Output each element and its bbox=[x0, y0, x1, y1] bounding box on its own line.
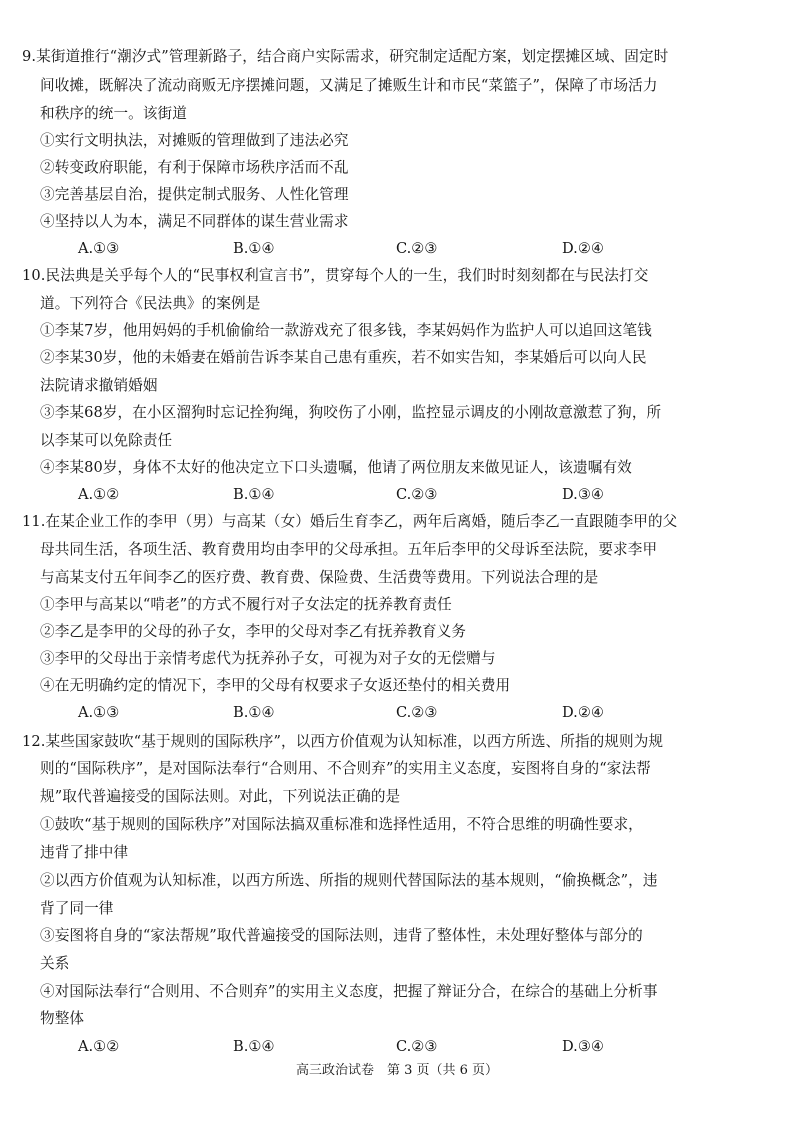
question-12-statement-3-line-2: 关系 bbox=[40, 955, 70, 972]
page-footer: 高三政治试卷 第 3 页（共 6 页） bbox=[295, 1063, 499, 1078]
question-12-option-c: C.②③ bbox=[396, 1038, 438, 1055]
question-11-stem-line-3: 与高某支付五年间李乙的医疗费、教育费、保险费、生活费等费用。下列说法合理的是 bbox=[40, 569, 599, 586]
question-9-option-a: A.①③ bbox=[78, 240, 120, 257]
question-11-statement-2: ②李乙是李甲的父母的孙子女，李甲的父母对李乙有抚养教育义务 bbox=[40, 623, 467, 640]
question-10-statement-1: ①李某7岁，他用妈妈的手机偷偷给一款游戏充了很多钱，李某妈妈作为监护人可以追回这笔钱 bbox=[40, 322, 652, 339]
question-9-option-c: C.②③ bbox=[396, 240, 438, 257]
question-12-statement-2-line-2: 背了同一律 bbox=[40, 900, 114, 917]
question-10-option-a: A.①② bbox=[78, 486, 120, 503]
question-9-stem-line-1: 9.某街道推行“潮汐式”管理新路子，结合商户实际需求，研究制定适配方案，划定摆摊区域、固定时 bbox=[22, 48, 669, 65]
question-12-option-a: A.①② bbox=[78, 1038, 120, 1055]
question-12-statement-1-line-1: ①鼓吹“基于规则的国际秩序”对国际法搞双重标准和选择性适用，不符合思维的明确性要求， bbox=[40, 816, 643, 833]
question-9-statement-3: ③完善基层自治，提供定制式服务、人性化管理 bbox=[40, 186, 349, 203]
question-12-stem-line-2: 则的“国际秩序”，是对国际法奉行“合则用、不合则弃”的实用主义态度，妄图将自身的“家法帮 bbox=[40, 760, 651, 777]
question-10-statement-2-line-1: ②李某30岁，他的未婚妻在婚前告诉李某自己患有重疾，若不如实告知，李某婚后可以向人民 bbox=[40, 349, 647, 366]
question-11-stem-line-2: 母共同生活，各项生活、教育费用均由李甲的父母承担。五年后李甲的父母诉至法院，要求李甲 bbox=[40, 541, 658, 558]
question-9-option-b: B.①④ bbox=[233, 240, 275, 257]
question-11-option-a: A.①③ bbox=[78, 704, 120, 721]
question-11-statement-4: ④在无明确约定的情况下，李甲的父母有权要求子女返还垫付的相关费用 bbox=[40, 677, 511, 694]
question-10-statement-3-line-2: 以李某可以免除责任 bbox=[40, 432, 173, 449]
question-9-option-d: D.②④ bbox=[562, 240, 604, 257]
question-12-statement-1-line-2: 违背了排中律 bbox=[40, 844, 129, 861]
question-12-statement-3-line-1: ③妄图将自身的“家法帮规”取代普遍接受的国际法则，违背了整体性，未处理好整体与部分的 bbox=[40, 927, 643, 944]
question-12-statement-2-line-1: ②以西方价值观为认知标准，以西方所选、所指的规则代替国际法的基本规则，“偷换概念”，违 bbox=[40, 872, 658, 889]
question-11-stem-line-1: 11.在某企业工作的李甲（男）与高某（女）婚后生育李乙，两年后离婚，随后李乙一直跟随李甲的父 bbox=[22, 513, 678, 530]
question-10-statement-4: ④李某80岁，身体不太好的他决定立下口头遗嘱，他请了两位朋友来做见证人，该遗嘱有效 bbox=[40, 459, 632, 476]
question-10-stem-line-1: 10.民法典是关乎每个人的“民事权利宣言书”，贯穿每个人的一生，我们时时刻刻都在与民法打交 bbox=[22, 267, 649, 284]
question-9-statement-4: ④坚持以人为本，满足不同群体的谋生营业需求 bbox=[40, 213, 349, 230]
question-12-stem-line-1: 12.某些国家鼓吹“基于规则的国际秩序”，以西方价值观为认知标准，以西方所选、所指的规则为规 bbox=[22, 733, 664, 750]
question-10-statement-3-line-1: ③李某68岁，在小区溜狗时忘记拴狗绳，狗咬伤了小刚，监控显示调皮的小刚故意激惹了狗，所 bbox=[40, 404, 662, 421]
question-10-option-c: C.②③ bbox=[396, 486, 438, 503]
question-12-statement-4-line-1: ④对国际法奉行“合则用、不合则弃”的实用主义态度，把握了辩证分合，在综合的基础上分析事 bbox=[40, 983, 658, 1000]
question-9-stem-line-2: 间收摊，既解决了流动商贩无序摆摊问题，又满足了摊贩生计和市民“菜篮子”，保障了市场活力 bbox=[40, 77, 658, 94]
question-12-option-b: B.①④ bbox=[233, 1038, 275, 1055]
question-10-option-d: D.③④ bbox=[562, 486, 604, 503]
question-9-statement-1: ①实行文明执法，对摊贩的管理做到了违法必究 bbox=[40, 132, 349, 149]
question-12-statement-4-line-2: 物整体 bbox=[40, 1010, 85, 1027]
question-11-option-d: D.②④ bbox=[562, 704, 604, 721]
question-9-stem-line-3: 和秩序的统一。该街道 bbox=[40, 105, 187, 122]
question-12-stem-line-3: 规”取代普遍接受的国际法则。对此，下列说法正确的是 bbox=[40, 788, 401, 805]
question-11-option-b: B.①④ bbox=[233, 704, 275, 721]
question-11-statement-3: ③李甲的父母出于亲情考虑代为抚养孙子女，可视为对子女的无偿赠与 bbox=[40, 650, 496, 667]
question-11-option-c: C.②③ bbox=[396, 704, 438, 721]
question-9-statement-2: ②转变政府职能，有利于保障市场秩序活而不乱 bbox=[40, 159, 349, 176]
question-12-option-d: D.③④ bbox=[562, 1038, 604, 1055]
question-10-option-b: B.①④ bbox=[233, 486, 275, 503]
question-11-statement-1: ①李甲与高某以“啃老”的方式不履行对子女法定的抚养教育责任 bbox=[40, 596, 452, 613]
question-10-stem-line-2: 道。下列符合《民法典》的案例是 bbox=[40, 295, 261, 312]
question-10-statement-2-line-2: 法院请求撤销婚姻 bbox=[40, 377, 158, 394]
